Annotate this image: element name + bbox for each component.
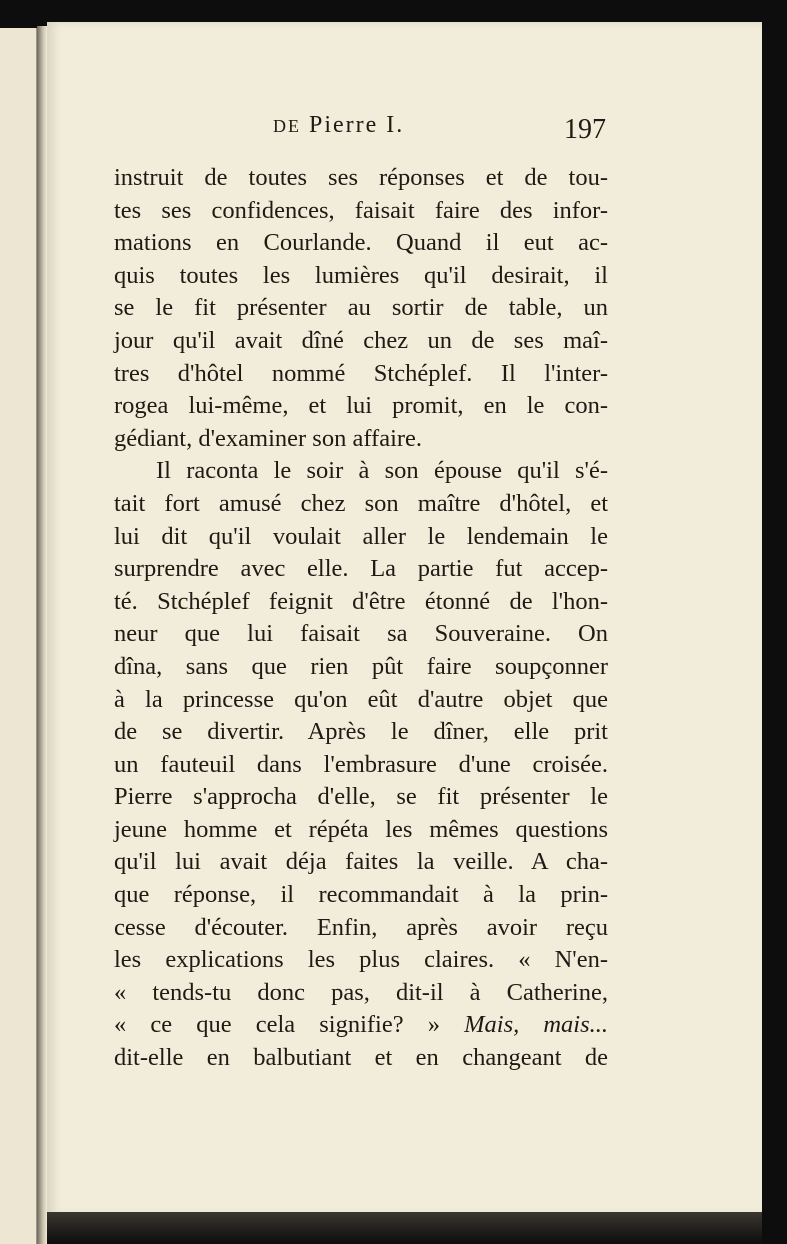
running-head-title: Pierre I. — [309, 112, 405, 138]
page-bottom-shadow — [47, 1212, 762, 1244]
text-line: jeune homme et répéta les mêmes questions — [114, 815, 608, 843]
text-line: que réponse, il recommandait à la prin- — [114, 881, 608, 909]
paragraph-end-line: gédiant, d'examiner son affaire. — [114, 424, 423, 452]
paragraph-start-line: Il raconta le soir à son épouse qu'il s'é- — [156, 457, 608, 485]
text-line: qu'il lui avait déja faites la veille. A cha- — [114, 848, 608, 876]
text-line: instruit de toutes ses réponses et de tou- — [114, 164, 608, 191]
text-line: tres d'hôtel nommé Stchéplef. Il l'inter- — [114, 359, 608, 387]
facing-page-edge — [0, 28, 37, 1244]
text-line: de se divertir. Après le dîner, elle prit — [114, 718, 608, 746]
book-gutter — [37, 26, 47, 1244]
page-number: 197 — [564, 114, 606, 145]
text-line: mations en Courlande. Quand il eut ac- — [114, 229, 608, 257]
text-line: quis toutes les lumières qu'il desirait, il — [114, 261, 608, 289]
running-head — [273, 112, 404, 139]
text-line: à la princesse qu'on eût d'autre objet que — [114, 685, 608, 713]
italic-reply: Mais, mais... — [464, 1011, 609, 1039]
text-line: tes ses confidences, faisait faire des infor- — [114, 196, 608, 224]
text-line: cesse d'écouter. Enfin, après avoir reçu — [114, 913, 608, 941]
text-line: les explications les plus claires. « N'en- — [114, 946, 608, 974]
text-line: jour qu'il avait dîné chez un de ses maî- — [114, 326, 608, 354]
body-text — [114, 162, 608, 1075]
text-line: « tends-tu donc pas, dit-il à Catherine, — [114, 978, 608, 1006]
text-line: dîna, sans que rien pût faire soupçonner — [114, 652, 608, 680]
quoted-text: « ce que cela signifie? » — [114, 1011, 440, 1039]
text-line: un fauteuil dans l'embrasure d'une croisée. — [114, 750, 608, 778]
text-line: surprendre avec elle. La partie fut accep- — [114, 555, 608, 583]
text-line: Pierre s'approcha d'elle, se fit présenter le — [114, 783, 608, 811]
text-line-with-italic — [114, 1009, 608, 1042]
text-line: se le fit présenter au sortir de table, un — [114, 294, 608, 322]
text-line: tait fort amusé chez son maître d'hôtel, et — [114, 489, 608, 517]
text-line: lui dit qu'il voulait aller le lendemain le — [114, 522, 608, 550]
text-line: neur que lui faisait sa Souveraine. On — [114, 620, 608, 648]
text-line: rogea lui-même, et lui promit, en le con- — [114, 392, 608, 420]
running-head-prefix: DE — [273, 116, 301, 136]
text-line: dit-elle en balbutiant et en changeant de — [114, 1044, 608, 1072]
text-line: té. Stchéplef feignit d'être étonné de l'hon- — [114, 587, 608, 615]
